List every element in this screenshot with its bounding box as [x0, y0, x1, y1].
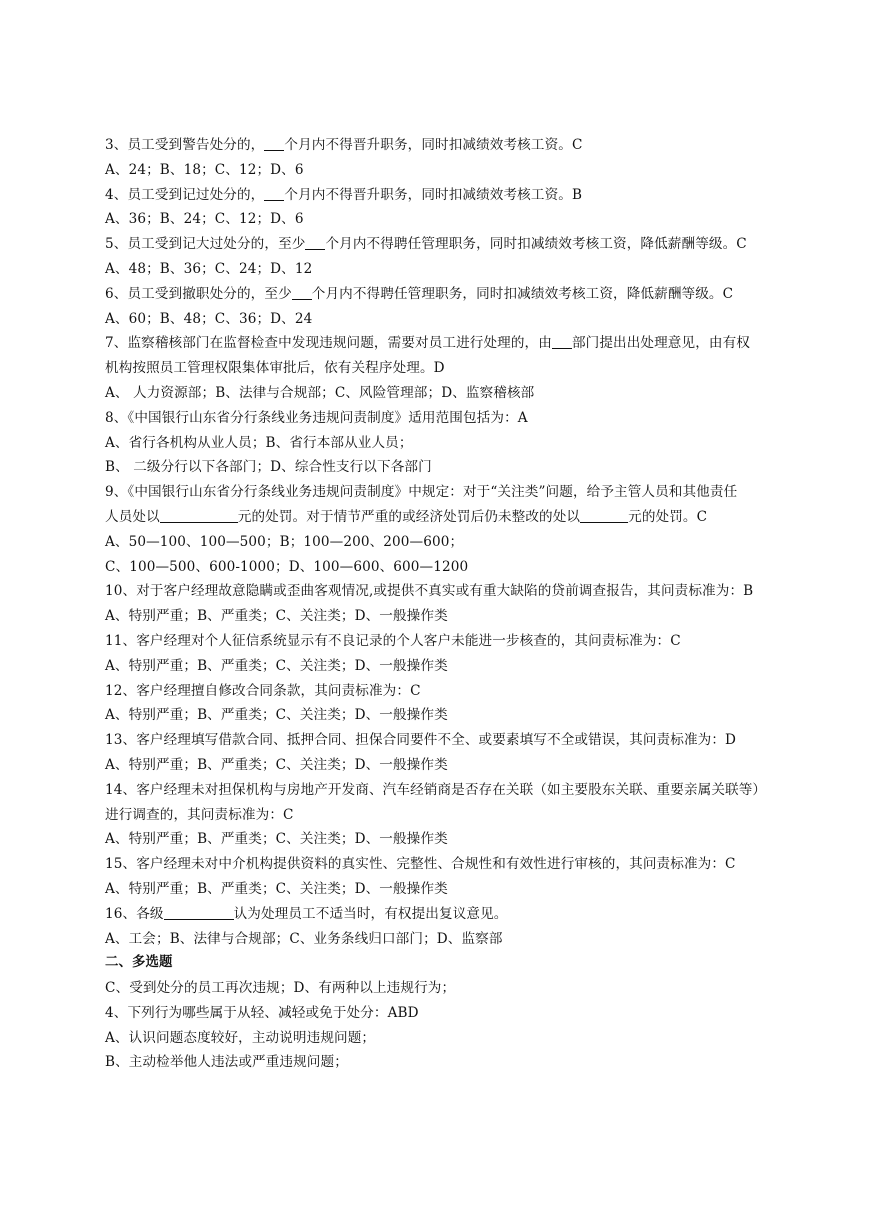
question-14: 14、客户经理未对担保机构与房地产开发商、汽车经销商是否存在关联（如主要股东关联、重要亲属关联等）	[105, 781, 767, 798]
options-8-b: B、 二级分行以下各部门；D、综合性支行以下各部门	[105, 459, 432, 476]
question-13: 13、客户经理填写借款合同、抵押合同、担保合同要件不全、或要素填写不全或错误，其问责标准为：D	[105, 732, 737, 749]
question-9-cont: 人员处以 元的处罚。对于情节严重的或经济处罚后仍未整改的处以 元的处罚。C	[105, 508, 708, 525]
options-13: A、特别严重；B、严重类；C、关注类；D、一般操作类	[105, 756, 448, 773]
answer-blank	[292, 285, 312, 300]
options-8-a: A、省行各机构从业人员；B、省行本部从业人员；	[105, 434, 413, 451]
options-14: A、特别严重；B、严重类；C、关注类；D、一般操作类	[105, 831, 448, 848]
question-10: 10、对于客户经理故意隐瞒或歪曲客观情况,或提供不真实或有重大缺陷的贷前调查报告，其问责标准为：B	[105, 583, 754, 600]
options-11: A、特别严重；B、严重类；C、关注类；D、一般操作类	[105, 657, 448, 674]
question-8: 8、《中国银行山东省分行条线业务违规问责制度》适用范围包括为：A	[105, 409, 528, 426]
question-16: 16、各级 认为处理员工不适当时，有权提出复议意见。	[105, 905, 508, 922]
question-7: 7、监察稽核部门在监督检查中发现违规问题，需要对员工进行处理的，由 部门提出出处理意见，由有权	[105, 335, 750, 352]
question-7-cont: 机构按照员工管理权限集体审批后，依有关程序处理。D	[105, 360, 445, 377]
answer-blank	[160, 508, 238, 523]
answer-blank	[580, 508, 628, 523]
options-9-b: C、100—500、600-1000；D、100—600、600—1200	[105, 558, 469, 575]
options-12: A、特别严重；B、严重类；C、关注类；D、一般操作类	[105, 707, 448, 724]
question-15: 15、客户经理未对中介机构提供资料的真实性、完整性、合规性和有效性进行审核的，其问责标准为：C	[105, 856, 736, 873]
options-4: A、36；B、24；C、12；D、6	[105, 211, 304, 228]
question-11: 11、客户经理对个人征信系统显示有不良记录的个人客户未能进一步核查的，其问责标准为：C	[105, 632, 681, 649]
document-body	[105, 133, 765, 1075]
options-15: A、特别严重；B、严重类；C、关注类；D、一般操作类	[105, 880, 448, 897]
options-mc-3-cont: C、受到处分的员工再次违规；D、有两种以上违规行为；	[105, 980, 456, 997]
answer-blank	[164, 905, 234, 920]
options-10: A、特别严重；B、严重类；C、关注类；D、一般操作类	[105, 608, 448, 625]
options-mc-4-a: A、认识问题态度较好，主动说明违规问题；	[105, 1029, 376, 1046]
options-16: A、工会；B、法律与合规部；C、业务条线归口部门；D、监察部	[105, 930, 503, 947]
question-mc-4: 4、下列行为哪些属于从轻、减轻或免于处分：ABD	[105, 1004, 419, 1021]
question-9: 9、《中国银行山东省分行条线业务违规问责制度》中规定：对于“关注类”问题，给予主管人员和其他责任	[105, 484, 738, 501]
question-5: 5、员工受到记大过处分的，至少 个月内不得聘任管理职务，同时扣减绩效考核工资，降低薪酬等级。C	[105, 236, 747, 253]
question-12: 12、客户经理擅自修改合同条款，其问责标准为：C	[105, 682, 421, 699]
options-3: A、24；B、18；C、12；D、6	[105, 161, 304, 178]
answer-blank	[552, 334, 572, 349]
options-mc-4-b: B、主动检举他人违法或严重违规问题；	[105, 1054, 348, 1071]
question-14-cont: 进行调查的，其问责标准为：C	[105, 806, 294, 823]
question-4: 4、员工受到记过处分的， 个月内不得晋升职务，同时扣减绩效考核工资。B	[105, 186, 583, 203]
answer-blank	[305, 235, 325, 250]
question-6: 6、员工受到撤职处分的，至少 个月内不得聘任管理职务，同时扣减绩效考核工资，降低薪酬等级。C	[105, 285, 734, 302]
answer-blank	[264, 136, 284, 151]
options-6: A、60；B、48；C、36；D、24	[105, 310, 313, 327]
answer-blank	[264, 186, 284, 201]
options-7: A、 人力资源部；B、法律与合规部；C、风险管理部；D、监察稽核部	[105, 384, 535, 401]
question-3: 3、员工受到警告处分的， 个月内不得晋升职务，同时扣减绩效考核工资。C	[105, 137, 583, 153]
options-9-a: A、50—100、100—500；B；100—200、200—600；	[105, 533, 464, 550]
section-heading-multiple-choice: 二、多选题	[105, 955, 173, 971]
options-5: A、48；B、36；C、24；D、12	[105, 260, 313, 277]
